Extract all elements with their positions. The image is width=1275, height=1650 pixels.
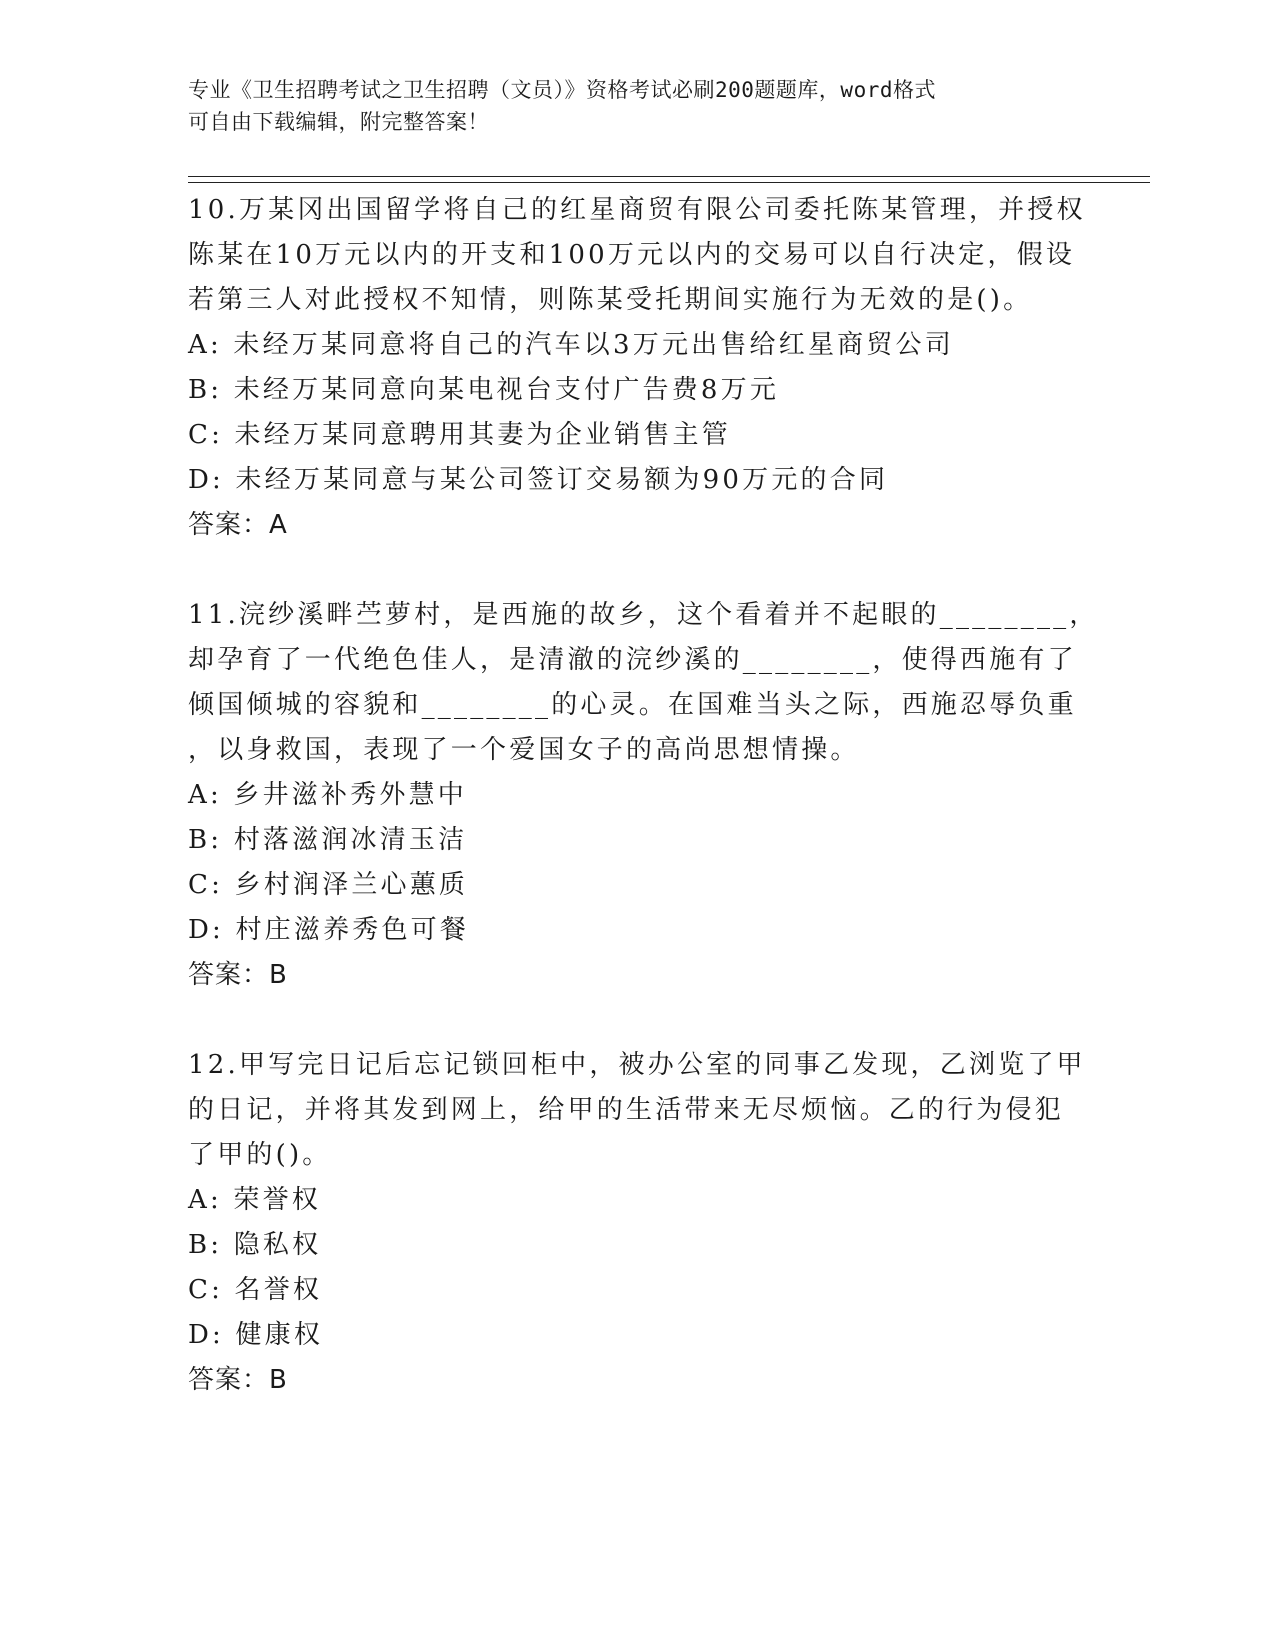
option-c: C: 乡村润泽兰心蕙质 [188,870,469,900]
option-b: B: 隐私权 [188,1230,322,1260]
option-d: D: 村庄滋养秀色可餐 [188,915,470,945]
question-stem-line: ，以身救国，表现了一个爱国女子的高尚思想情操。 [188,735,860,765]
spacer [188,548,1088,593]
option-a: A: 乡井滋补秀外慧中 [188,780,468,810]
question-stem-line: 若第三人对此授权不知情，则陈某受托期间实施行为无效的是()。 [188,285,1033,315]
spacer [188,998,1088,1043]
question-stem-line: 12.甲写完日记后忘记锁回柜中，被办公室的同事乙发现，乙浏览了甲 [188,1050,1086,1080]
question-12 [188,1043,1088,1403]
question-stem-line: 的日记，并将其发到网上，给甲的生活带来无尽烦恼。乙的行为侵犯 [188,1095,1065,1125]
answer-label: 答案：B [188,1365,288,1395]
question-stem-line: 11.浣纱溪畔苎萝村，是西施的故乡，这个看着并不起眼的________， [188,600,1099,630]
option-b: B: 村落滋润冰清玉洁 [188,825,468,855]
option-d: D: 未经万某同意与某公司签订交易额为90万元的合同 [188,465,889,495]
document-header [188,74,1068,138]
answer-label: 答案：A [188,510,288,540]
question-list [188,188,1099,1403]
header-line-1: 专业《卫生招聘考试之卫生招聘（文员）》资格考试必刷200题题库，word格式 [188,78,936,102]
header-divider-bottom [188,182,1150,183]
question-10 [188,188,1088,548]
option-d: D: 健康权 [188,1320,324,1350]
option-c: C: 名誉权 [188,1275,323,1305]
question-11 [188,593,1099,998]
option-c: C: 未经万某同意聘用其妻为企业销售主管 [188,420,731,450]
option-a: A: 荣誉权 [188,1185,322,1215]
answer-label: 答案：B [188,960,288,990]
question-stem-line: 倾国倾城的容貌和________的心灵。在国难当头之际，西施忍辱负重 [188,690,1077,720]
question-stem-line: 了甲的()。 [188,1140,332,1170]
question-stem-line: 却孕育了一代绝色佳人，是清澈的浣纱溪的________，使得西施有了 [188,645,1077,675]
header-divider-top [188,176,1150,177]
question-stem-line: 10.万某冈出国留学将自己的红星商贸有限公司委托陈某管理，并授权 [188,195,1086,225]
option-a: A: 未经万某同意将自己的汽车以3万元出售给红星商贸公司 [188,330,954,360]
header-line-2: 可自由下载编辑，附完整答案！ [188,110,489,134]
option-b: B: 未经万某同意向某电视台支付广告费8万元 [188,375,780,405]
question-stem-line: 陈某在10万元以内的开支和100万元以内的交易可以自行决定，假设 [188,240,1076,270]
